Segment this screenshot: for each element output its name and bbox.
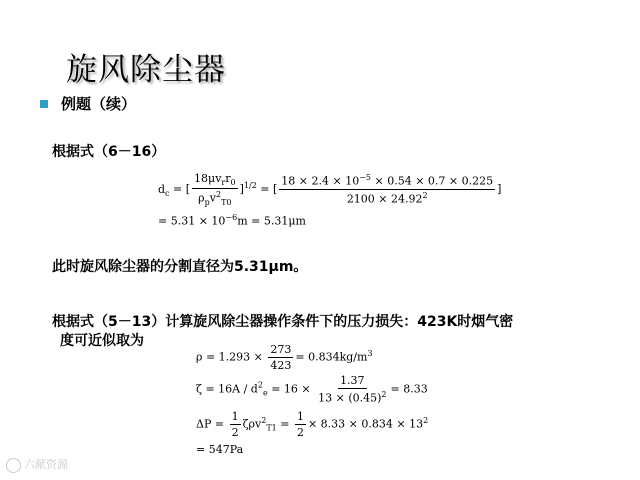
paragraph-formula-ref-1: 根据式（6－16） [52, 144, 166, 160]
close-bracket: ] [239, 182, 244, 196]
close-bracket-2: ] [497, 182, 502, 196]
paragraph-pressure-loss-intro: 根据式（5－13）计算旋风除尘器操作条件下的压力损失：423K时烟气密 [52, 314, 514, 330]
slide-subtitle: 例题（续） [61, 95, 137, 113]
slide-title: 旋风除尘器 [66, 52, 226, 88]
equation-gas-density: ρ = 1.293 × $\frac{273}{423}$ = $0.834kg/m^3$ [196, 343, 373, 372]
equation-pressure-loss: ΔP = $\frac{1}{2}$ ζρv$^2_{T1}$ = $\frac{1}{2}$ × $8.33 \times 0.834 \times 13^2$ [196, 410, 429, 439]
bullet-square-icon [40, 100, 48, 108]
fraction-temperature: $\frac{273}{423}$ [270, 343, 292, 372]
equation-pressure-loss-result: = 547Pa [196, 443, 244, 456]
eq-sign-2: = [260, 182, 270, 196]
open-bracket-2: [ [273, 182, 278, 196]
paragraph-pressure-loss-intro-cont: 度可近似取为 [60, 333, 144, 349]
eq-sign: = [173, 182, 183, 196]
paragraph-cut-diameter-conclusion: 此时旋风除尘器的分割直径为5.31μm。 [52, 259, 308, 275]
watermark [6, 456, 68, 473]
equation-cut-diameter-result: = $5.31 \times 10^{-6}m = 5.31\mu m$ [158, 213, 306, 228]
fraction-2: $\frac{18 \times 2.4 \times 10^{-5} \times 0.54 \times 0.7 \times 0.225}{2100 \times 24.92^2}$ [281, 173, 494, 206]
equation-cut-diameter [158, 172, 501, 207]
watermark-logo-icon [6, 458, 21, 473]
fraction-area-ratio: $\frac{1.37}{13 \times (0.45)^2}$ [318, 374, 387, 405]
power: 1/2 [243, 180, 257, 190]
equation-resistance-coefficient: $\zeta = 16A / d^2_e = 16$ × $\frac{1.37}{13 \times (0.45)^2}$ = 8.33 [196, 374, 428, 405]
fraction-half-2: $\frac{1}{2}$ [296, 410, 304, 439]
fraction-1: $\frac{18\mu v_rr_0}{\rho_pv^2_{T0}}$ [194, 172, 236, 208]
open-bracket: [ [185, 182, 191, 196]
watermark-text: 六献资源 [24, 458, 68, 471]
eq-lhs: $d_c$ [158, 182, 170, 198]
fraction-half-1: $\frac{1}{2}$ [231, 410, 239, 439]
